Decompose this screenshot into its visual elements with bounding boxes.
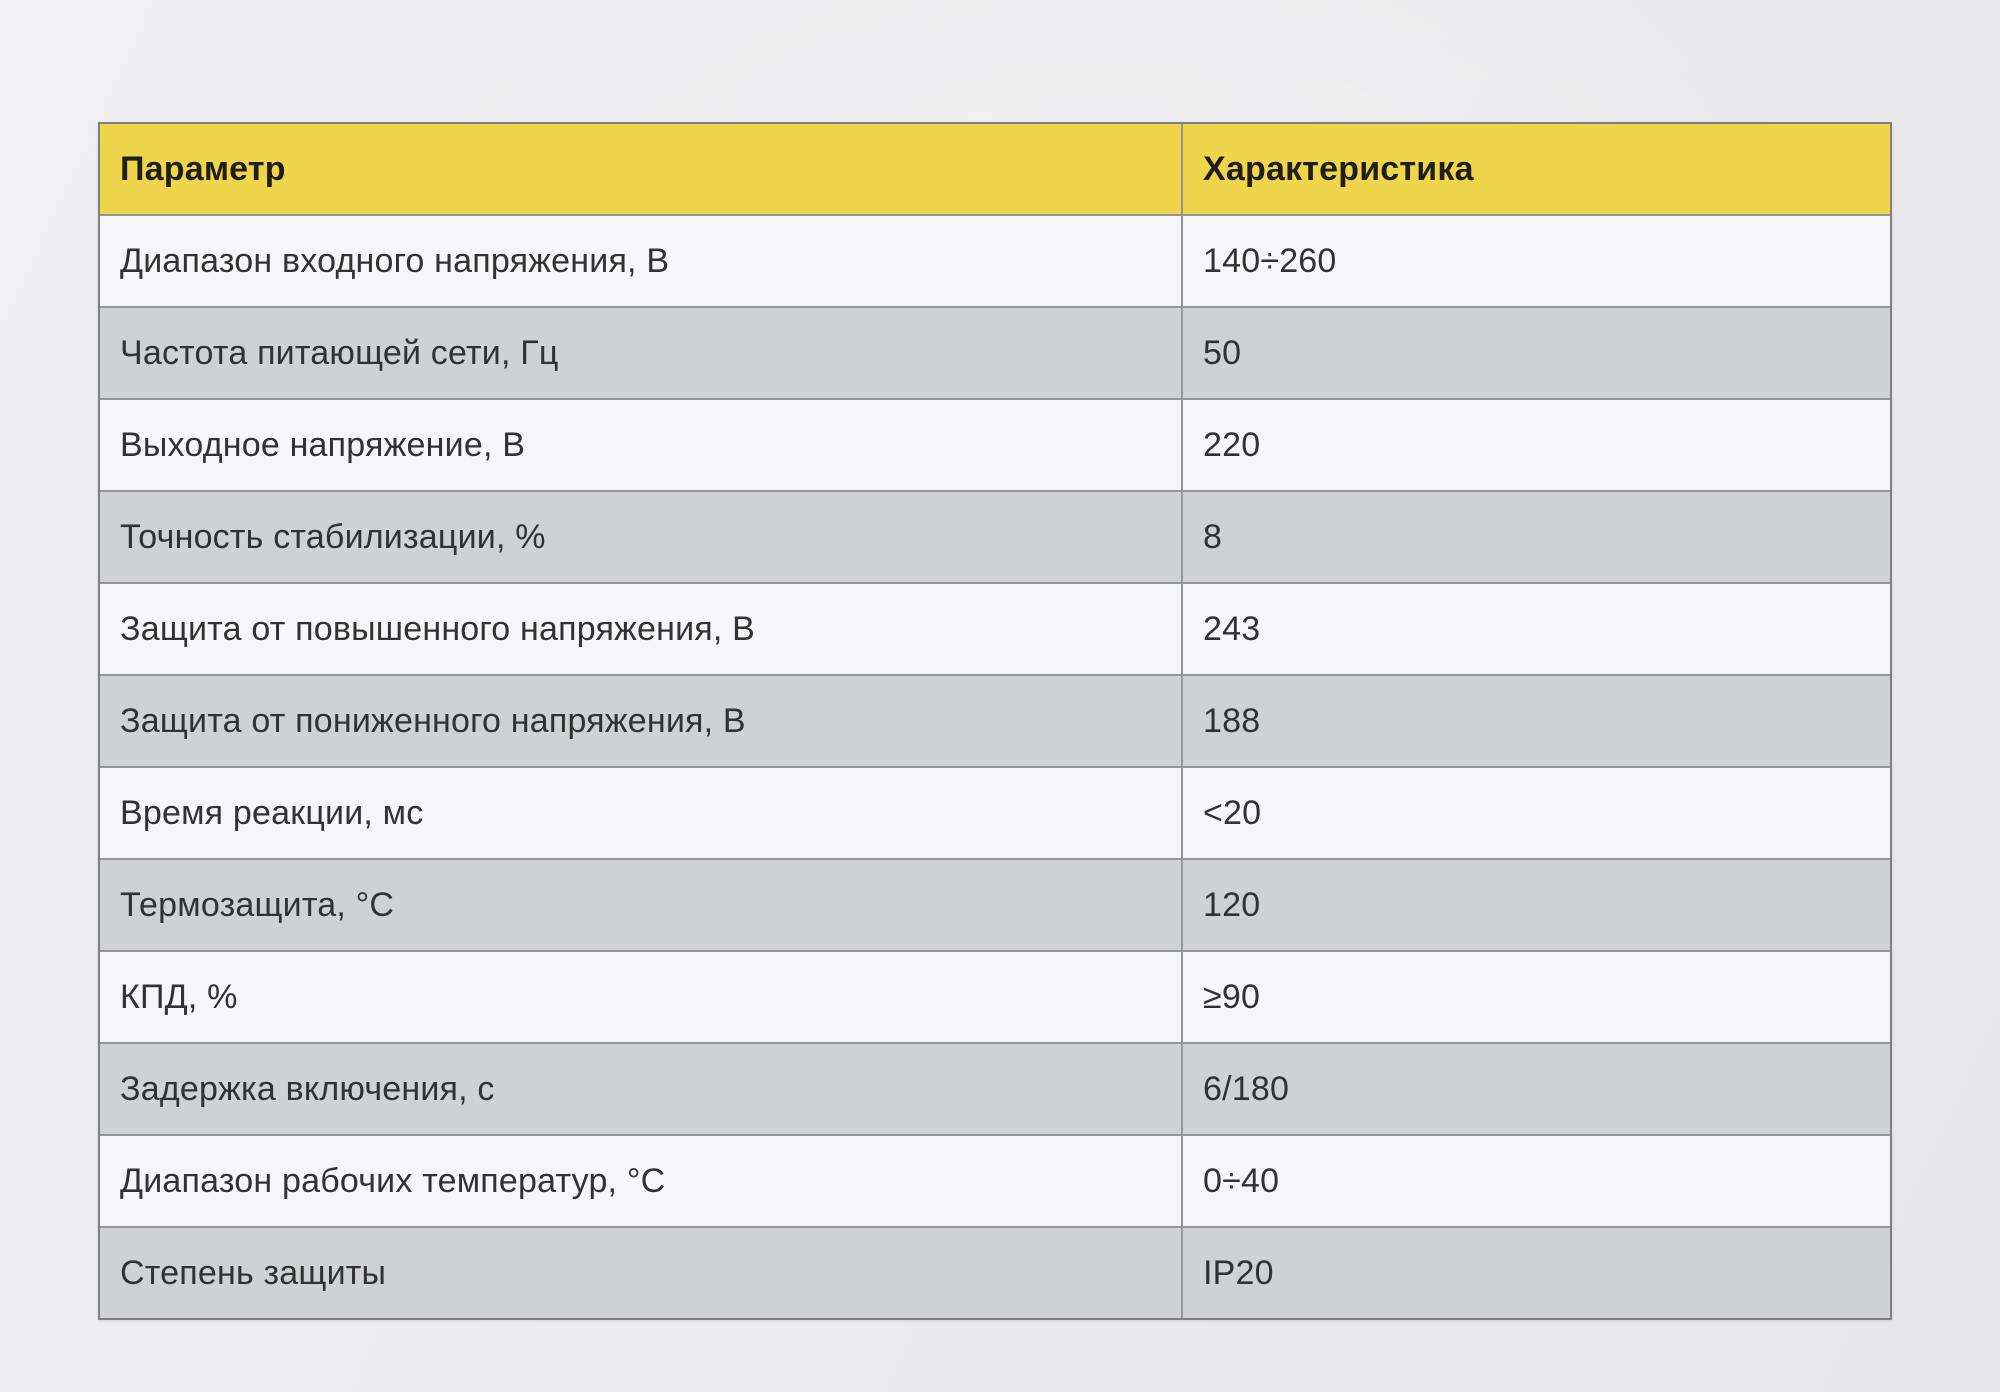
- param-cell: Частота питающей сети, Гц: [100, 308, 1183, 398]
- value-cell: 220: [1203, 425, 1261, 464]
- table-row: [100, 950, 1890, 1042]
- param-cell: Термозащита, °С: [100, 860, 1183, 950]
- table-row: [100, 398, 1890, 490]
- param-cell: Задержка включения, с: [100, 1044, 1183, 1134]
- value-cell: 8: [1203, 517, 1223, 556]
- header-param-cell: Параметр: [100, 124, 1183, 214]
- value-cell: 140÷260: [1203, 241, 1337, 280]
- table-row: [100, 1042, 1890, 1134]
- param-cell: Выходное напряжение, В: [100, 400, 1183, 490]
- param-cell: Защита от пониженного напряжения, В: [100, 676, 1183, 766]
- table-row: [100, 766, 1890, 858]
- spec-table: [98, 122, 1892, 1320]
- value-cell: IP20: [1203, 1253, 1274, 1292]
- table-row: [100, 674, 1890, 766]
- value-cell: 120: [1203, 885, 1261, 924]
- table-header-row: [100, 124, 1890, 214]
- table-row: [100, 306, 1890, 398]
- param-cell: КПД, %: [100, 952, 1183, 1042]
- param-cell: Степень защиты: [100, 1228, 1183, 1318]
- table-row: [100, 1134, 1890, 1226]
- table-row: [100, 1226, 1890, 1318]
- param-cell: Точность стабилизации, %: [100, 492, 1183, 582]
- table-row: [100, 858, 1890, 950]
- value-cell: 188: [1203, 701, 1261, 740]
- value-cell: 6/180: [1203, 1069, 1290, 1108]
- table-row: [100, 490, 1890, 582]
- param-cell: Диапазон рабочих температур, °С: [100, 1136, 1183, 1226]
- value-cell: <20: [1203, 793, 1262, 832]
- value-cell: ≥90: [1203, 977, 1261, 1016]
- table-row: [100, 582, 1890, 674]
- param-cell: Защита от повышенного напряжения, В: [100, 584, 1183, 674]
- table-row: [100, 214, 1890, 306]
- value-cell: 243: [1203, 609, 1261, 648]
- param-cell: Время реакции, мс: [100, 768, 1183, 858]
- value-cell: 50: [1203, 333, 1242, 372]
- header-value-cell: Характеристика: [1203, 149, 1474, 188]
- value-cell: 0÷40: [1203, 1161, 1280, 1200]
- param-cell: Диапазон входного напряжения, В: [100, 216, 1183, 306]
